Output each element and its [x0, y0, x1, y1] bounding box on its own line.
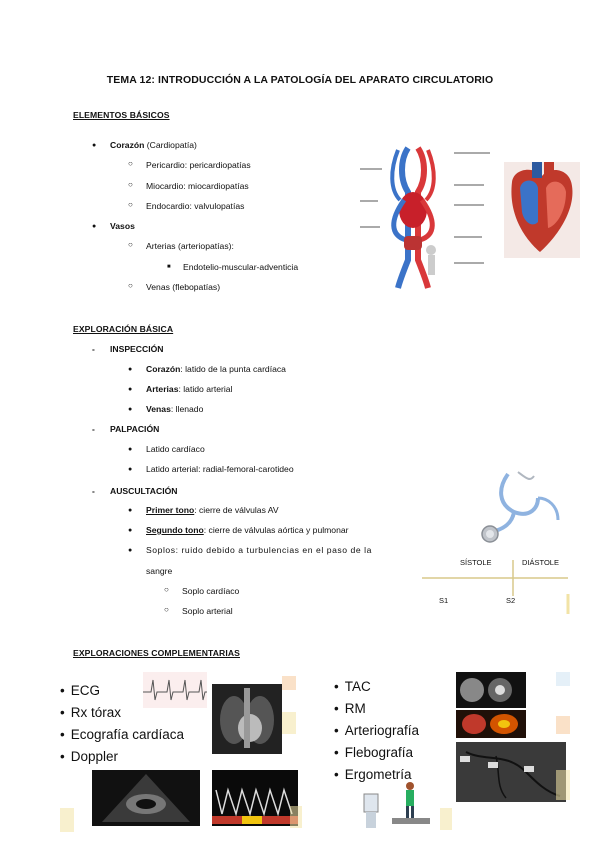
- list-item-segundo-tono: [146, 525, 349, 535]
- stethoscope-image: [478, 468, 570, 544]
- list-item-palp-latido: ● Latido cardíaco: [146, 444, 205, 454]
- corazon-desc: (Cardiopatía): [144, 140, 197, 150]
- chest-xray-image: [212, 684, 282, 754]
- circulation-diagram-image: [360, 140, 500, 290]
- document-title: TEMA 12: INTRODUCCIÓN A LA PATOLOGÍA DEL APARATO CIRCULATORIO: [106, 74, 494, 86]
- heading-exploraciones-complementarias: EXPLORACIONES COMPLEMENTARIAS: [73, 648, 240, 658]
- list-item-ergometria: • Ergometría: [334, 767, 412, 782]
- decoration-square: [282, 676, 296, 690]
- list-item-endocardio: ○ Endocardio: valvulopatías: [146, 201, 244, 211]
- list-item-doppler: • Doppler: [60, 749, 118, 764]
- segundo-tono-desc: : cierre de válvulas aórtica y pulmonar: [203, 525, 349, 535]
- diastole-label: DIÁSTOLE: [522, 558, 559, 567]
- list-item-soplo-cardiaco: ○ Soplo cardíaco: [182, 586, 239, 596]
- list-item-ecografia: • Ecografía cardíaca: [60, 727, 184, 742]
- list-item-soplo-arterial: ○ Soplo arterial: [182, 606, 233, 616]
- heading-exploracion-basica: EXPLORACIÓN BÁSICA: [73, 324, 174, 334]
- decoration-square: [556, 672, 570, 686]
- heading-elementos-basicos: ELEMENTOS BÁSICOS: [73, 110, 170, 120]
- list-item-arteriografia: • Arteriografía: [334, 723, 419, 738]
- doppler-spectrum-image: [212, 770, 298, 826]
- insp-corazon-desc: : latido de la punta cardíaca: [180, 364, 286, 374]
- list-item-pericardio: ○ Pericardio: pericardiopatías: [146, 160, 251, 170]
- subheading-auscultacion: - AUSCULTACIÓN: [110, 486, 177, 496]
- segundo-tono-label: Segundo tono: [146, 525, 204, 535]
- decoration-square: [556, 716, 570, 734]
- list-item-venas: ○ Venas (flebopatías): [146, 282, 220, 292]
- ecg-strip-image: [143, 672, 207, 708]
- decoration-square: [60, 808, 74, 832]
- s1-label: S1: [439, 596, 449, 605]
- list-item-corazon: [110, 140, 197, 150]
- subheading-palpacion: - PALPACIÓN: [110, 424, 159, 434]
- list-item-arterias: ○ Arterias (arteriopatías):: [146, 241, 234, 251]
- list-item-rm: • RM: [334, 701, 366, 716]
- list-item-miocardio: ○ Miocardio: miocardiopatías: [146, 181, 249, 191]
- heart-section-image: [504, 162, 580, 258]
- echocardiogram-image: [92, 770, 200, 826]
- list-item-ecg: • ECG: [60, 683, 100, 698]
- list-item-flebografia: • Flebografía: [334, 745, 413, 760]
- subheading-inspeccion: - INSPECCIÓN: [110, 344, 163, 354]
- insp-arterias-desc: : latido arterial: [178, 384, 233, 394]
- list-item-vasos: ● Vasos: [110, 221, 135, 231]
- s2-label: S2: [506, 596, 516, 605]
- corazon-label: Corazón: [110, 140, 145, 150]
- insp-arterias-label: Arterias: [146, 384, 179, 394]
- ct-scan-image: [456, 672, 526, 708]
- insp-venas-desc: : llenado: [170, 404, 204, 414]
- list-item-palp-arterial: ● Latido arterial: radial-femoral-carotideo: [146, 464, 294, 474]
- list-item-insp-corazon: [146, 364, 286, 374]
- list-item-soplos: ● Soplos: ruido debido a turbulencias en el paso de la: [146, 545, 372, 555]
- primer-tono-label: Primer tono: [146, 505, 195, 515]
- insp-corazon-label: Corazón: [146, 364, 181, 374]
- ergometry-image: [362, 778, 432, 830]
- decoration-square: [440, 808, 452, 830]
- insp-venas-label: Venas: [146, 404, 171, 414]
- list-item-endotelio: ■ Endotelio-muscular-adventicia: [183, 262, 298, 272]
- mri-image: [456, 710, 526, 738]
- list-item-primer-tono: [146, 505, 279, 515]
- decoration-square: [282, 712, 296, 734]
- list-item-tac: • TAC: [334, 679, 371, 694]
- list-item-insp-arterias: [146, 384, 232, 394]
- soplos-continuation: sangre: [146, 566, 173, 576]
- list-item-insp-venas: [146, 404, 203, 414]
- list-item-rx-torax: • Rx tórax: [60, 705, 121, 720]
- sistole-label: SÍSTOLE: [460, 558, 492, 567]
- heart-sounds-diagram: [420, 552, 570, 616]
- angiography-image: [456, 742, 566, 802]
- decoration-square: [290, 806, 302, 828]
- decoration-square: [556, 770, 570, 800]
- primer-tono-desc: : cierre de válvulas AV: [194, 505, 279, 515]
